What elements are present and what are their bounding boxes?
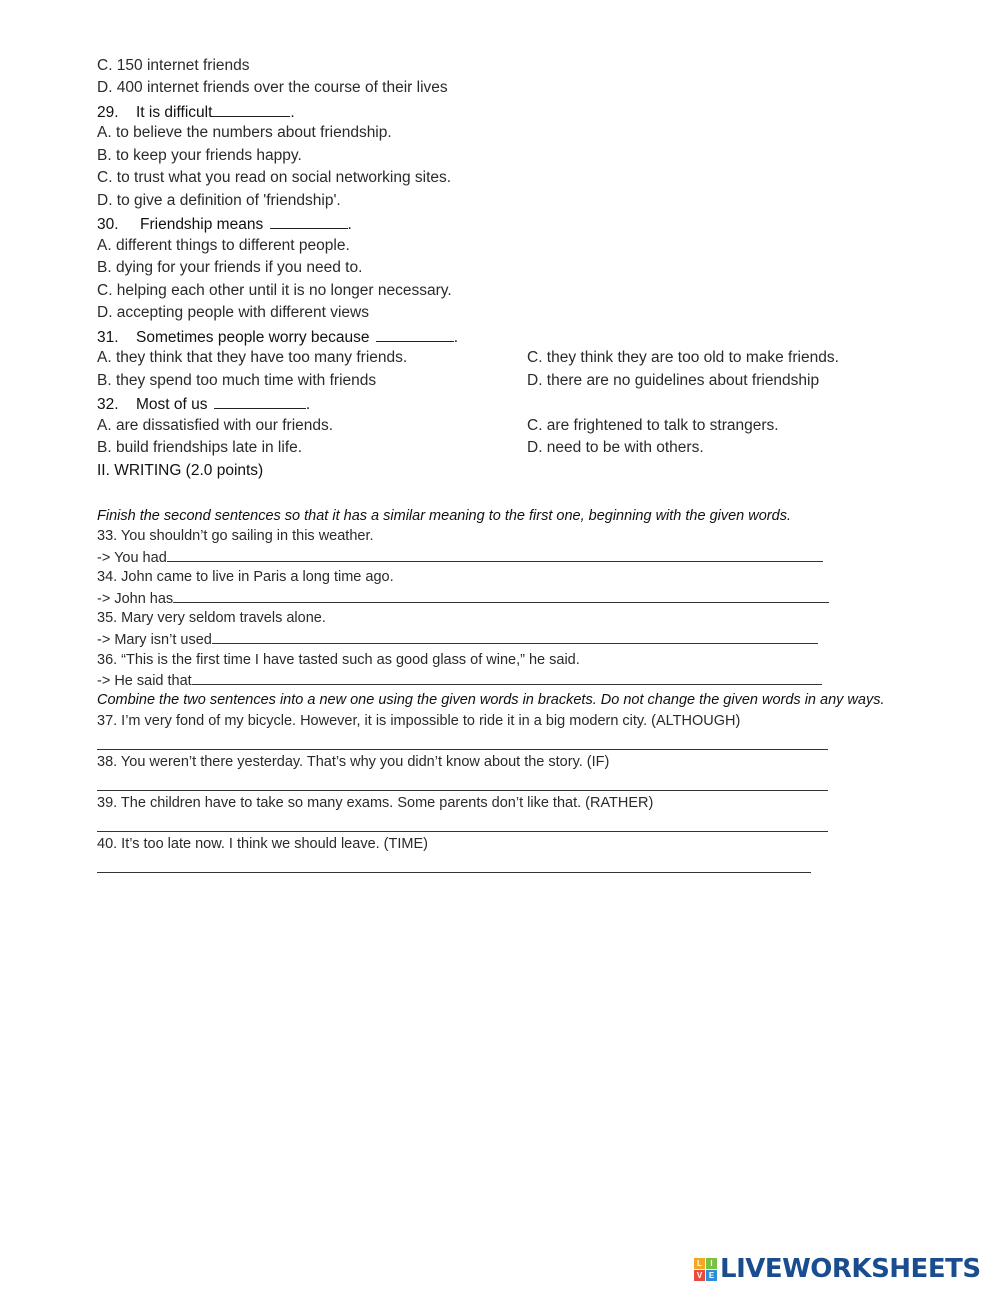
logo-mark-icon: [694, 1258, 717, 1281]
q31-option-d: D. there are no guidelines about friendship: [527, 372, 820, 389]
q31-option-a: A. they think that they have too many friends.: [97, 349, 408, 366]
writing-instruction-1: Finish the second sentences so that it has a similar meaning to the first one, beginning with the given words.: [97, 508, 791, 524]
q29-option-c: C. to trust what you read on social networking sites.: [97, 169, 452, 186]
q33-prompt: -> You had: [97, 550, 167, 566]
q36-prompt: -> He said that: [97, 673, 192, 689]
q30-blank[interactable]: [270, 213, 348, 229]
q30-option-b: B. dying for your friends if you need to.: [97, 259, 363, 276]
q30-option-c: C. helping each other until it is no longer necessary.: [97, 282, 452, 299]
logo-mark-letter-l: L: [694, 1258, 705, 1269]
q28-option-c: C. 150 internet friends: [97, 57, 250, 74]
q36-answer-line[interactable]: [192, 670, 822, 685]
logo-text: LIVEWORKSHEETS: [720, 1254, 981, 1284]
q29-option-b: B. to keep your friends happy.: [97, 147, 302, 164]
q31-text: Sometimes people worry because: [136, 329, 374, 346]
q31-option-b: B. they spend too much time with friends: [97, 372, 377, 389]
q33-answer-line[interactable]: [167, 547, 823, 562]
q35-answer-line[interactable]: [212, 629, 818, 644]
q29-text: It is difficult: [136, 104, 213, 121]
logo-mark-letter-e: E: [706, 1270, 717, 1281]
q30-text: Friendship means: [140, 216, 268, 233]
logo-mark-letter-i: I: [706, 1258, 717, 1269]
q32-text: Most of us: [136, 396, 212, 413]
q32-blank[interactable]: [214, 393, 306, 409]
q33-sentence: 33. You shouldn’t go sailing in this weather.: [97, 528, 374, 544]
q35-answer-row: [97, 629, 818, 650]
q29-stem: [97, 101, 295, 123]
q32-option-a: A. are dissatisfied with our friends.: [97, 417, 334, 434]
q30-option-d: D. accepting people with different views: [97, 304, 369, 321]
q40-answer-line[interactable]: [97, 872, 811, 873]
q39-sentence: 39. The children have to take so many exams. Some parents don’t like that. (RATHER): [97, 795, 654, 811]
q32-end: .: [305, 396, 311, 413]
q31-stem: [97, 326, 458, 348]
q36-answer-row: [97, 670, 822, 691]
q29-option-d: D. to give a definition of 'friendship'.: [97, 192, 341, 209]
q38-answer-line[interactable]: [97, 790, 828, 791]
q31-option-c: C. they think they are too old to make friends.: [527, 349, 839, 366]
q33-answer-row: [97, 547, 823, 568]
q28-option-d: D. 400 internet friends over the course of their lives: [97, 79, 448, 96]
q30-number: 30.: [97, 216, 119, 233]
q34-answer-line[interactable]: [173, 588, 829, 603]
q29-number: 29.: [97, 104, 119, 121]
q31-end: .: [453, 329, 459, 346]
q31-number: 31.: [97, 329, 119, 346]
q32-option-d: D. need to be with others.: [527, 439, 704, 456]
q32-stem: [97, 393, 310, 415]
q32-number: 32.: [97, 396, 119, 413]
q37-answer-line[interactable]: [97, 749, 828, 750]
q36-sentence: 36. “This is the first time I have tasted such as good glass of wine,” he said.: [97, 652, 580, 668]
q29-option-a: A. to believe the numbers about friendship.: [97, 124, 392, 141]
q34-answer-row: [97, 588, 829, 609]
q34-prompt: -> John has: [97, 591, 174, 607]
logo-mark-letter-v: V: [694, 1270, 705, 1281]
q35-sentence: 35. Mary very seldom travels alone.: [97, 610, 326, 626]
writing-heading: II. WRITING (2.0 points): [97, 462, 264, 479]
q35-prompt: -> Mary isn’t used: [97, 632, 212, 648]
q29-blank[interactable]: [212, 101, 290, 117]
q30-option-a: A. different things to different people.: [97, 237, 350, 254]
q39-answer-line[interactable]: [97, 831, 828, 832]
liveworksheets-logo: [694, 1254, 981, 1284]
q40-sentence: 40. It’s too late now. I think we should leave. (TIME): [97, 836, 428, 852]
q29-end: .: [290, 104, 295, 121]
q32-option-b: B. build friendships late in life.: [97, 439, 303, 456]
q32-option-c: C. are frightened to talk to strangers.: [527, 417, 779, 434]
q37-sentence: 37. I’m very fond of my bicycle. However, it is impossible to ride it in a big modern city. (ALTHOUGH): [97, 713, 741, 729]
q30-end: .: [347, 216, 352, 233]
q38-sentence: 38. You weren’t there yesterday. That’s why you didn’t know about the story. (IF): [97, 754, 610, 770]
q34-sentence: 34. John came to live in Paris a long time ago.: [97, 569, 394, 585]
writing-instruction-2: Combine the two sentences into a new one using the given words in brackets. Do not change the given words in any ways.: [97, 692, 885, 708]
q30-stem: [97, 213, 352, 235]
q31-blank[interactable]: [376, 326, 454, 342]
